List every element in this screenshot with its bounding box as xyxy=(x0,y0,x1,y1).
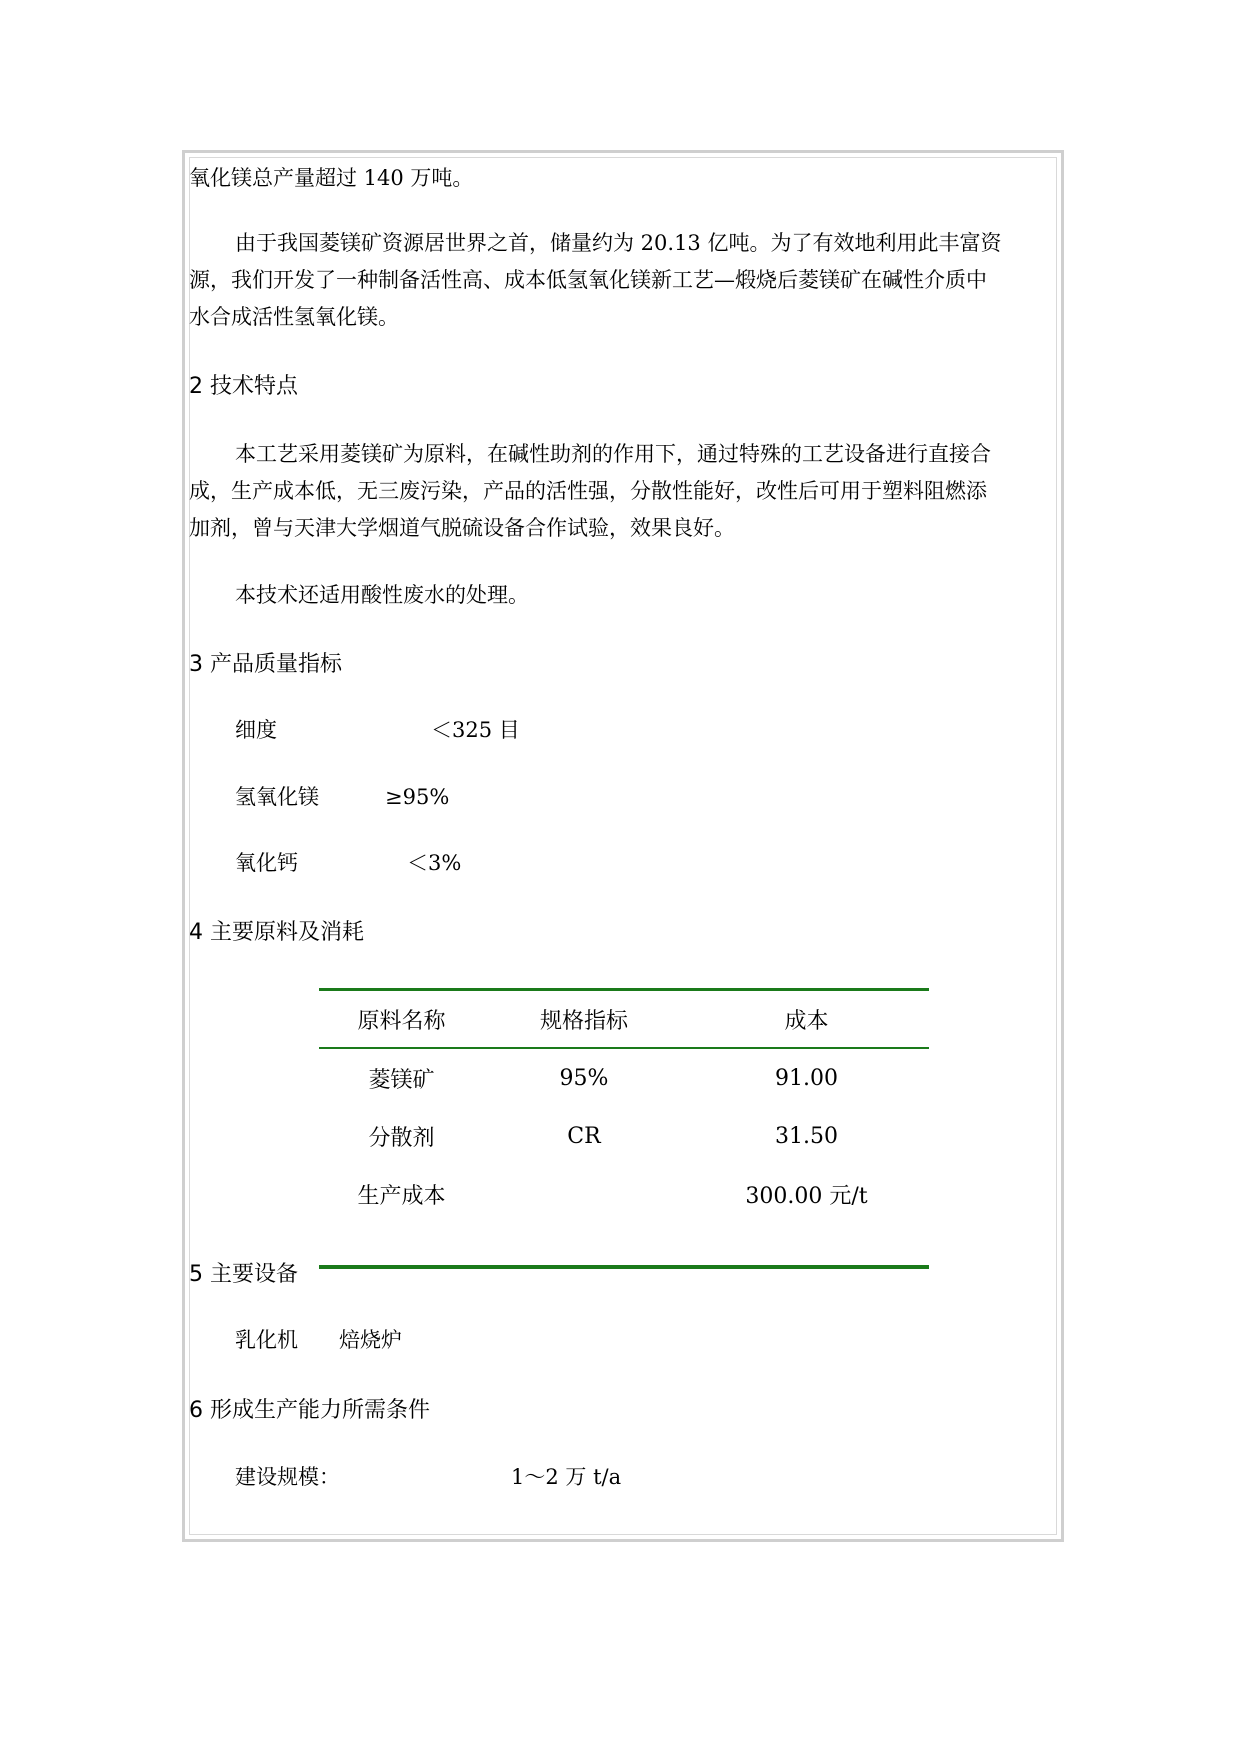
table-cell: 91.00 xyxy=(775,1065,838,1091)
table-cell: 31.50 xyxy=(775,1123,838,1149)
section-6-heading: 6 形成生产能力所需条件 xyxy=(189,1398,430,1423)
capacity-label: 建设规模： xyxy=(235,1465,340,1489)
table-cell: 95% xyxy=(559,1065,609,1091)
section-2-line-1: 本工艺采用菱镁矿为原料，在碱性助剂的作用下，通过特殊的工艺设备进行直接合 xyxy=(235,442,991,466)
section-2-line-4: 本技术还适用酸性废水的处理。 xyxy=(235,583,529,607)
equipment-list xyxy=(235,1322,402,1359)
equipment-item: 焙烧炉 xyxy=(339,1328,402,1352)
paragraph-2-line-3: 水合成活性氢氧化镁。 xyxy=(189,305,399,329)
table-row xyxy=(319,1107,929,1165)
table-header-row xyxy=(319,991,929,1047)
section-4-heading: 4 主要原料及消耗 xyxy=(189,920,364,945)
table-cell: 菱镁矿 xyxy=(368,1067,435,1093)
table-header-cell: 原料名称 xyxy=(357,1008,446,1034)
paragraph-2-line-2: 源，我们开发了一种制备活性高、成本低氢氧化镁新工艺—煅烧后菱镁矿在碱性介质中 xyxy=(189,268,987,292)
capacity-row xyxy=(235,1459,621,1496)
materials-table xyxy=(319,988,929,1269)
table-cell: CR xyxy=(567,1123,601,1149)
table-bottom-rule xyxy=(319,1265,929,1269)
spec-row-mgoh2 xyxy=(235,779,449,816)
table-header-cell: 规格指标 xyxy=(539,1008,628,1034)
table-cell: 分散剂 xyxy=(368,1125,435,1151)
section-5-heading: 5 主要设备 xyxy=(189,1262,298,1287)
section-2-line-2: 成，生产成本低，无三废污染，产品的活性强，分散性能好，改性后可用于塑料阻燃添 xyxy=(189,479,987,503)
capacity-value: 1～2 万 t/a xyxy=(511,1465,622,1489)
spec-value: ＜3% xyxy=(407,851,462,875)
table-row xyxy=(319,1165,929,1223)
table-cell: 生产成本 xyxy=(357,1183,446,1209)
spec-row-fineness xyxy=(235,712,520,749)
table-cell: 300.00 元/t xyxy=(745,1183,868,1209)
spec-name: 细度 xyxy=(235,718,277,742)
section-2-line-3: 加剂，曾与天津大学烟道气脱硫设备合作试验，效果良好。 xyxy=(189,516,735,540)
table-row xyxy=(319,1049,929,1107)
paragraph-2-line-1: 由于我国菱镁矿资源居世界之首，储量约为 20.13 亿吨。为了有效地利用此丰富资 xyxy=(235,231,1002,255)
spec-name: 氧化钙 xyxy=(235,851,298,875)
paragraph-1: 氧化镁总产量超过 140 万吨。 xyxy=(189,166,474,190)
section-2-heading: 2 技术特点 xyxy=(189,374,298,399)
spec-name: 氢氧化镁 xyxy=(235,785,319,809)
section-3-heading: 3 产品质量指标 xyxy=(189,652,342,677)
table-header-cell: 成本 xyxy=(784,1008,829,1034)
spec-value: ＜325 目 xyxy=(431,718,520,742)
equipment-item: 乳化机 xyxy=(235,1328,298,1352)
spec-row-cao xyxy=(235,845,461,882)
spec-value: ≥95% xyxy=(385,785,450,809)
